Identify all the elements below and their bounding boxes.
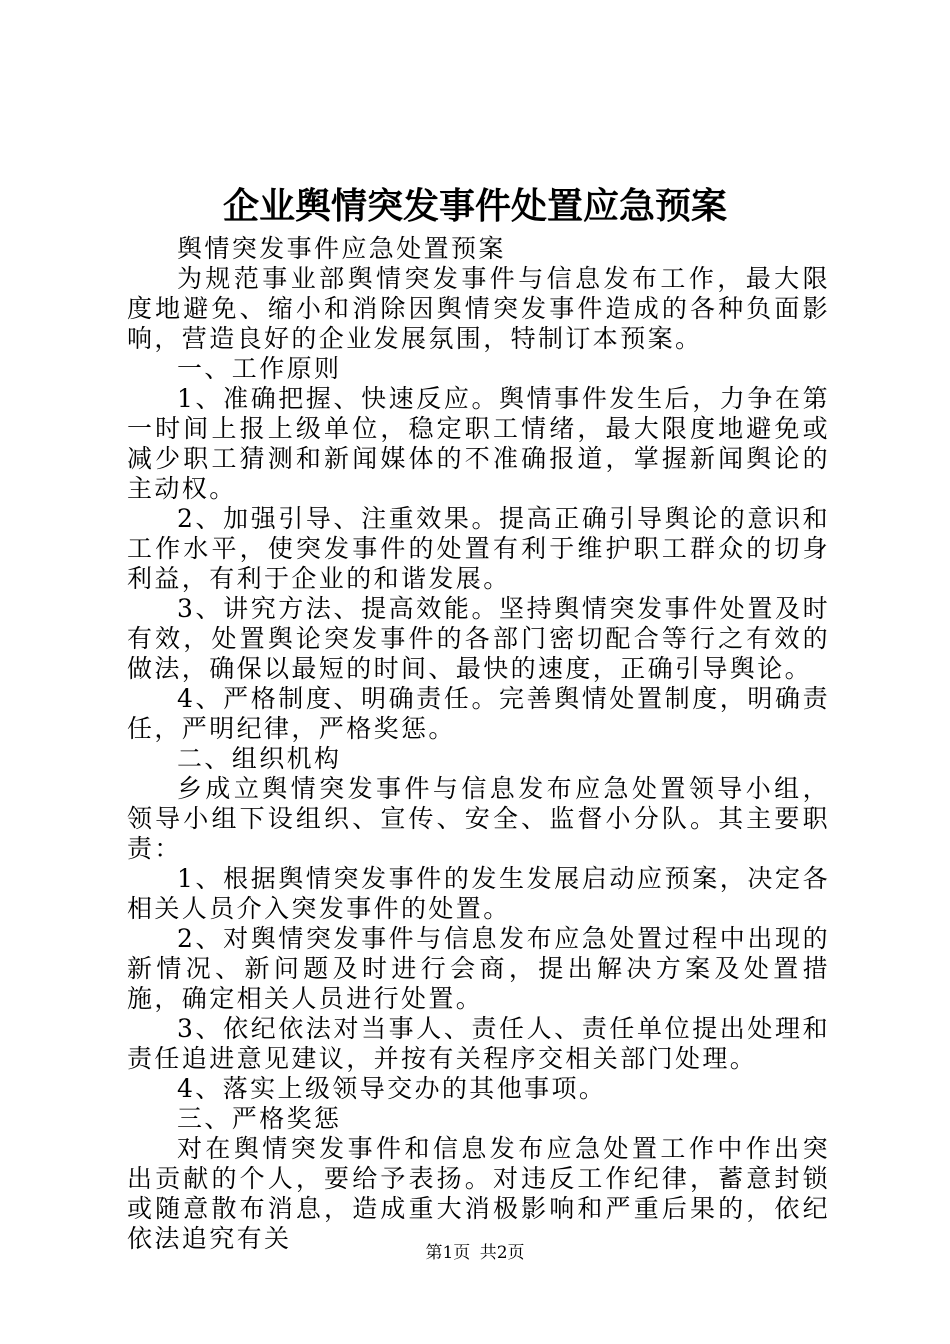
section-heading-principles: 一、工作原则 bbox=[177, 354, 342, 383]
paragraph-principle-2: 2、加强引导、注重效果。提高正确引导舆论的意识和工作水平，使突发事件的处置有利于维护职工群众的切身利益，有利于企业的和谐发展。 bbox=[127, 504, 830, 593]
paragraph-organization: 乡成立舆情突发事件与信息发布应急处置领导小组，领导小组下设组织、宣传、安全、监督小分队。其主要职责： bbox=[127, 774, 830, 863]
section-heading-organization: 二、组织机构 bbox=[177, 744, 342, 773]
paragraph-intro: 为规范事业部舆情突发事件与信息发布工作，最大限度地避免、缩小和消除因舆情突发事件造成的各种负面影响，营造良好的企业发展氛围，特制订本预案。 bbox=[127, 264, 830, 353]
paragraph-duty-1: 1、根据舆情突发事件的发生发展启动应预案，决定各相关人员介入突发事件的处置。 bbox=[127, 864, 830, 923]
paragraph-duty-2: 2、对舆情突发事件与信息发布应急处置过程中出现的新情况、新问题及时进行会商，提出解决方案及处置措施，确定相关人员进行处置。 bbox=[127, 924, 830, 1013]
document-title: 企业舆情突发事件处置应急预案 bbox=[222, 185, 727, 227]
page-total: 共2页 bbox=[479, 1243, 525, 1263]
page-footer bbox=[0, 1242, 950, 1264]
paragraph-principle-1: 1、准确把握、快速反应。舆情事件发生后，力争在第一时间上报上级单位，稳定职工情绪，最大限度地避免或减少职工猜测和新闻媒体的不准确报道，掌握新闻舆论的主动权。 bbox=[127, 384, 830, 503]
paragraph-duty-4: 4、落实上级领导交办的其他事项。 bbox=[177, 1074, 607, 1103]
document-body bbox=[127, 234, 830, 1254]
section-heading-main: 舆情突发事件应急处置预案 bbox=[177, 234, 506, 263]
section-heading-rewards: 三、严格奖惩 bbox=[177, 1104, 342, 1133]
paragraph-principle-4: 4、严格制度、明确责任。完善舆情处置制度，明确责任，严明纪律，严格奖惩。 bbox=[127, 684, 830, 743]
paragraph-rewards: 对在舆情突发事件和信息发布应急处置工作中作出突出贡献的个人，要给予表扬。对违反工作纪律，蓄意封锁或随意散布消息，造成重大消极影响和严重后果的，依纪依法追究有关 bbox=[127, 1134, 830, 1253]
paragraph-duty-3: 3、依纪依法对当事人、责任人、责任单位提出处理和责任追进意见建议，并按有关程序交相关部门处理。 bbox=[127, 1014, 830, 1073]
paragraph-principle-3: 3、讲究方法、提高效能。坚持舆情突发事件处置及时有效，处置舆论突发事件的各部门密切配合等行之有效的做法，确保以最短的时间、最快的速度，正确引导舆论。 bbox=[127, 594, 830, 683]
page-number: 第1页 bbox=[425, 1243, 471, 1263]
